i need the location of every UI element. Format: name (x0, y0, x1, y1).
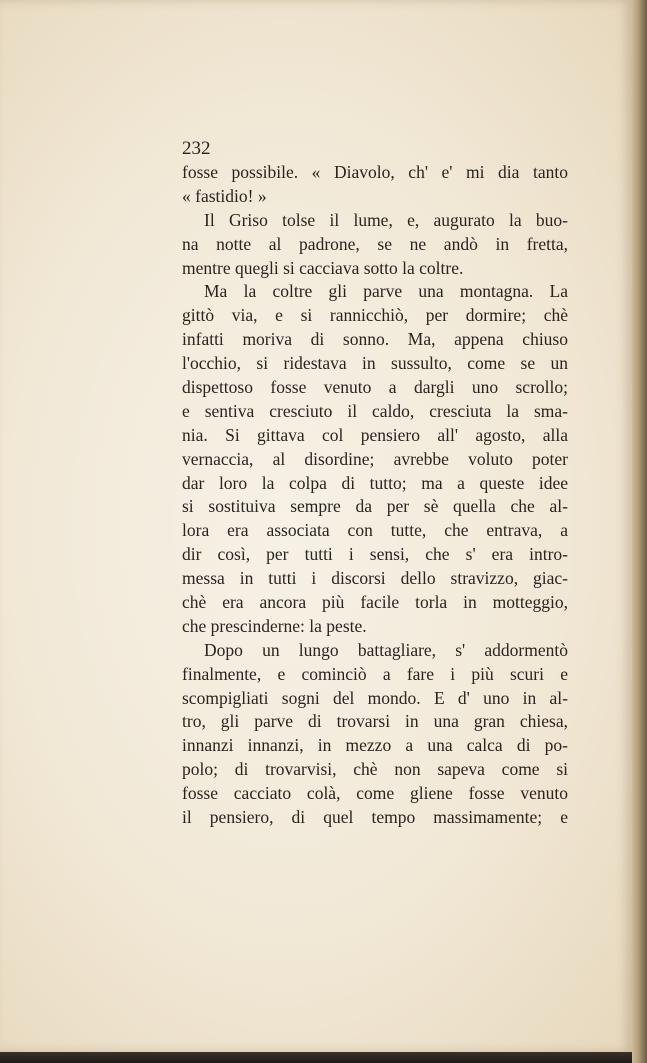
text-line: fosse possibile. « Diavolo, ch' e' mi dia tanto (182, 162, 568, 182)
body-text (182, 161, 568, 830)
text-line: infatti moriva di sonno. Ma, appena chiuso (182, 329, 568, 350)
text-line: e sentiva cresciuto il caldo, cresciuta la sma- (182, 400, 568, 421)
text-line: che prescinderne: la peste. (182, 615, 367, 636)
text-line: Dopo un lungo battagliare, s' addormentò (204, 639, 568, 660)
text-line: polo; di trovarvisi, chè non sapeva come si (182, 759, 568, 780)
text-line: tro, gli parve di trovarsi in una gran chiesa, (182, 711, 568, 732)
text-line: si sostituiva sempre da per sè quella che al- (182, 496, 568, 517)
text-line: Il Griso tolse il lume, e, augurato la buo- (204, 209, 568, 230)
text-line: na notte al padrone, se ne andò in fretta, (182, 233, 568, 254)
text-line: l'occhio, si ridestava in sussulto, come se un (182, 353, 568, 374)
text-line: chè era ancora più facile torla in motteggio, (182, 592, 568, 613)
text-line: scompigliati sogni del mondo. E d' uno in al- (182, 687, 568, 708)
text-line: fosse cacciato colà, come gliene fosse venuto (182, 783, 568, 804)
text-line: dar loro la colpa di tutto; ma a queste idee (182, 472, 568, 493)
text-line: Ma la coltre gli parve una montagna. La (204, 281, 568, 302)
text-line: dir così, per tutti i sensi, che s' era intro- (182, 544, 568, 565)
text-line: mentre quegli si cacciava sotto la coltre. (182, 257, 464, 278)
text-line: lora era associata con tutte, che entrava, a (182, 520, 568, 541)
text-line: finalmente, e cominciò a fare i più scuri e (182, 663, 568, 684)
text-line: nia. Si gittava col pensiero all' agosto, alla (182, 424, 568, 445)
text-line: vernaccia, al disordine; avrebbe voluto poter (182, 448, 568, 469)
text-line: dispettoso fosse venuto a dargli uno scrollo; (182, 377, 568, 398)
text-line: innanzi innanzi, in mezzo a una calca di po- (182, 735, 568, 756)
text-line: gittò via, e si rannicchiò, per dormire; chè (182, 305, 568, 326)
page-number: 232 (182, 138, 211, 159)
bottom-edge (0, 1052, 632, 1063)
page-edge (632, 0, 647, 1063)
text-line: messa in tutti i discorsi dello stravizzo, giac- (182, 568, 568, 589)
text-block (182, 137, 568, 830)
text-line: il pensiero, di quel tempo massimamente; e (182, 807, 568, 828)
text-line: « fastidio! » (182, 185, 267, 206)
